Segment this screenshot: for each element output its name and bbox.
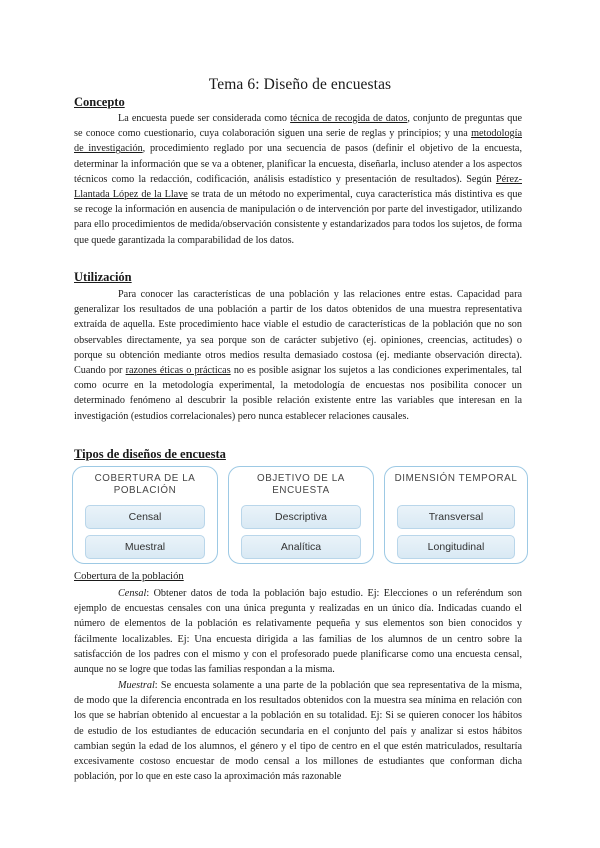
section-heading-concepto: Concepto — [74, 95, 125, 109]
section-heading-utilizacion: Utilización — [74, 270, 132, 284]
section-heading-tipos: Tipos de diseños de encuesta — [74, 447, 226, 461]
survey-types-diagram — [72, 466, 528, 566]
link-metodologia[interactable]: metodología de investigación — [74, 128, 522, 155]
link-razones-eticas[interactable]: razones éticas o prácticas — [125, 365, 231, 377]
card-objetivo — [228, 466, 374, 564]
card-title-objetivo: OBJETIVO DE LA ENCUESTA — [257, 473, 345, 496]
option-transversal: Transversal — [397, 505, 515, 529]
link-tecnica-recogida[interactable]: técnica de recogida de datos — [290, 113, 408, 124]
card-cobertura — [72, 466, 218, 564]
option-longitudinal: Longitudinal — [397, 535, 515, 559]
option-censal: Censal — [85, 505, 205, 529]
paragraph-censal: Censal: Obtener datos de toda la población bajo estudio. Ej: Elecciones o un referéndum son ejemplo de encuestas censales con una única pregunta y realizadas en un único día. Indicadas cuando el número de elementos de la población es relativamente pequeña y sus elementos son bien conocidos y fácilmente localizables. Ej: Una encuesta dirigida a las familias de los alumnos de un centro sobre la satisfacción de los padres con el mismo y con el profesorado puede planificarse como una encuesta censal, aunque no se logre que todas las familias respondan a la misma. — [74, 588, 522, 676]
term-censal: Censal — [118, 588, 147, 599]
card-title-cobertura: COBERTURA DE LA POBLACIÓN — [94, 473, 196, 496]
paragraph-muestral: Muestral: Se encuesta solamente a una parte de la población que sea representativa de la misma, de modo que la diferencia encontrada en los resultados obtenidos con la muestra sea mínima en relación con los que se habrían obtenido al encuestar a la población en su totalidad. Ej: Si se quieren conocer los hábitos de estudio de los estudiantes de educación secundaria en el conjunto del país y analizar si estos hábitos cambian según la edad de los alumnos, el género y el tipo de centro en el que estén matriculados, resultaría excesivamente costoso encuestar de modo censal a los millones de estudiantes que conforman dicha población, por lo que en este caso la aproximación más razonable — [74, 680, 522, 783]
term-muestral: Muestral — [118, 680, 155, 691]
subheading-cobertura: Cobertura de la población — [74, 571, 184, 582]
option-descriptiva: Descriptiva — [241, 505, 361, 529]
page-title: Tema 6: Diseño de encuestas — [208, 76, 392, 93]
paragraph-concepto: La encuesta puede ser considerada como técnica de recogida de datos, conjunto de preguntas que se conoce como cuestionario, cuya colaboración siguen una serie de reglas y principios; y una metodología de investigación, procedimiento reglado por una secuencia de pasos (definir el objetivo de la encuesta, determinar la información que se va a obtener, planificar la encuesta, diseñarla, incluso atender a los aspectos técnicos como la redacción, codificación, análisis estadístico y presentación de resultados). Según Pérez-Llantada López de la Llave se trata de un método no experimental, cuya característica más distintiva es que se recoge la información en ausencia de manipulación o de intervención por parte del investigador, utilizando para ello procedimientos de medida/observación consistente y estandarizados para todos los sujetos, de forma que quede garantizada la comparabilidad de los datos. — [74, 113, 523, 246]
card-title-dimension: DIMENSIÓN TEMPORAL — [394, 473, 518, 484]
option-muestral: Muestral — [85, 535, 205, 559]
paragraph-utilizacion: Para conocer las características de una población y las relaciones entre estas. Capacidad para generalizar los resultados de una población a partir de los datos obtenidos de una muestra representativa extraída de aquella. Este procedimiento hace viable el estudio de características de la población que no son observables directamente, ya sea porque son de carácter subjetivo (ej. opiniones, creencias, actitudes) o porque su obtención mediante otros medios resulta demasiado costosa (ej. mediante observación directa). Cuando por razones éticas o prácticas no es posible asignar los sujetos a las condiciones experimentales, tal como ocurre en la metodología experimental, la metodología de encuestas nos posibilita conocer un determinado fenómeno al descubrir la posible relación existente entre las variables que interesan en la investigación (estudios correlacionales) pero nunca establecer relaciones causales. — [74, 289, 522, 422]
option-analitica: Analítica — [241, 535, 361, 559]
link-autor[interactable]: Pérez-Llantada López de la Llave — [74, 173, 522, 201]
card-dimension — [384, 466, 528, 564]
